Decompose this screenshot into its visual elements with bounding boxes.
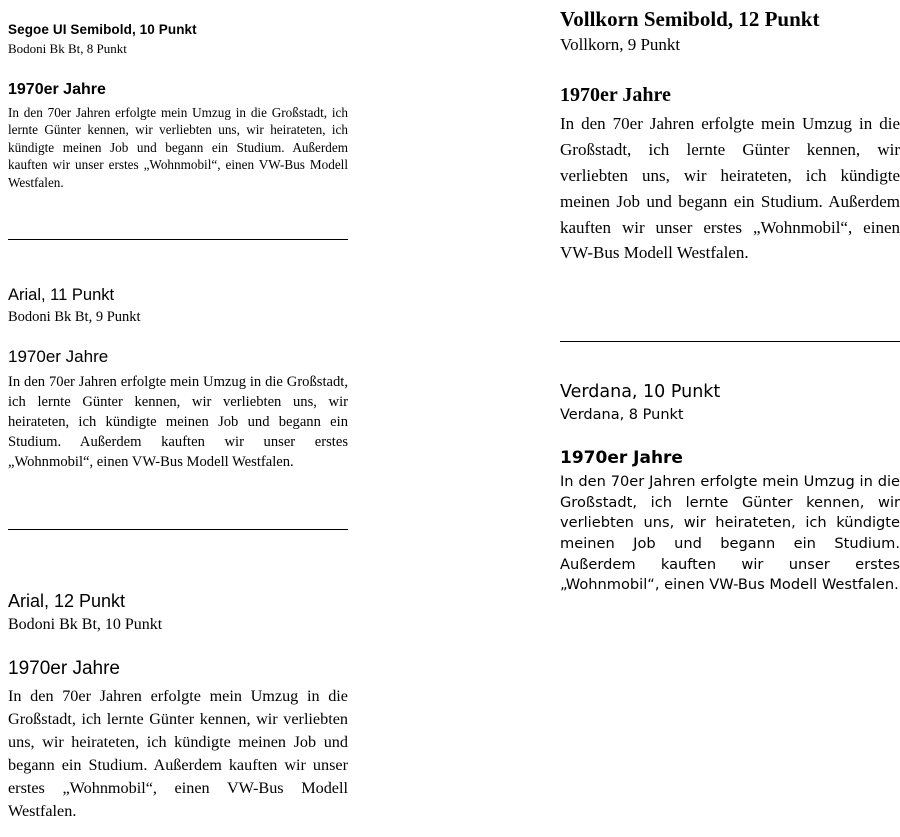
specimen-heading: 1970er Jahre xyxy=(8,658,120,680)
specimen-verdana-10 xyxy=(560,382,900,596)
specimen-vollkorn-12 xyxy=(560,6,900,266)
specimen-subtitle: Bodoni Bk Bt, 8 Punkt xyxy=(8,40,127,56)
specimen-subtitle: Bodoni Bk Bt, 10 Punkt xyxy=(8,615,163,633)
specimen-body: In den 70er Jahren erfolgte mein Umzug in die Großstadt, ich lernte Günter kennen, wir verliebten uns, wir heirateten, ich kündigte meinen Job und begann ein Studium. Außerdem kauften wir unser erstes „Wohnmobil“, einen VW-Bus Modell Westfalen. xyxy=(560,472,900,594)
specimen-title: Verdana, 10 Punkt xyxy=(560,382,721,402)
specimen-heading: 1970er Jahre xyxy=(560,447,683,468)
specimen-subtitle: Verdana, 8 Punkt xyxy=(560,406,684,423)
specimen-body: In den 70er Jahren erfolgte mein Umzug in die Großstadt, ich lernte Günter kennen, wir verliebten uns, wir heirateten, ich kündigte meinen Job und begann ein Studium. Außerdem kauften wir unser erstes „Wohnmobil“, einen VW-Bus Modell Westfalen. xyxy=(8,373,348,471)
specimen-heading: 1970er Jahre xyxy=(560,84,671,107)
specimen-title: Segoe UI Semibold, 10 Punkt xyxy=(8,22,197,37)
specimen-arial-11 xyxy=(8,285,348,472)
specimen-title: Arial, 12 Punkt xyxy=(8,591,126,611)
specimen-title: Arial, 11 Punkt xyxy=(8,286,115,304)
specimen-heading: 1970er Jahre xyxy=(8,347,109,367)
specimen-title: Vollkorn Semibold, 12 Punkt xyxy=(560,7,820,31)
divider-rule xyxy=(560,341,900,342)
divider-rule xyxy=(8,239,348,240)
specimen-body: In den 70er Jahren erfolgte mein Umzug in die Großstadt, ich lernte Günter kennen, wir verliebten uns, wir heirateten, ich kündigte meinen Job und begann ein Studium. Außerdem kauften wir unser erstes „Wohnmobil“, einen VW-Bus Modell Westfalen. xyxy=(8,104,348,190)
specimen-heading: 1970er Jahre xyxy=(8,80,106,98)
specimen-subtitle: Bodoni Bk Bt, 9 Punkt xyxy=(8,308,141,325)
specimen-arial-12 xyxy=(8,590,348,823)
specimen-segoe-10 xyxy=(8,22,348,191)
specimen-subtitle: Vollkorn, 9 Punkt xyxy=(560,35,681,55)
specimen-body: In den 70er Jahren erfolgte mein Umzug in die Großstadt, ich lernte Günter kennen, wir verliebten uns, wir heirateten, ich kündigte meinen Job und begann ein Studium. Außerdem kauften wir unser erstes „Wohnmobil“, einen VW-Bus Modell Westfalen. xyxy=(560,114,900,263)
specimen-body: In den 70er Jahren erfolgte mein Umzug in die Großstadt, ich lernte Günter kennen, wir verliebten uns, wir heirateten, ich kündigte meinen Job und begann ein Studium. Außerdem kauften wir unser erstes „Wohnmobil“, einen VW-Bus Modell Westfalen. xyxy=(8,686,348,820)
divider-rule xyxy=(8,529,348,530)
